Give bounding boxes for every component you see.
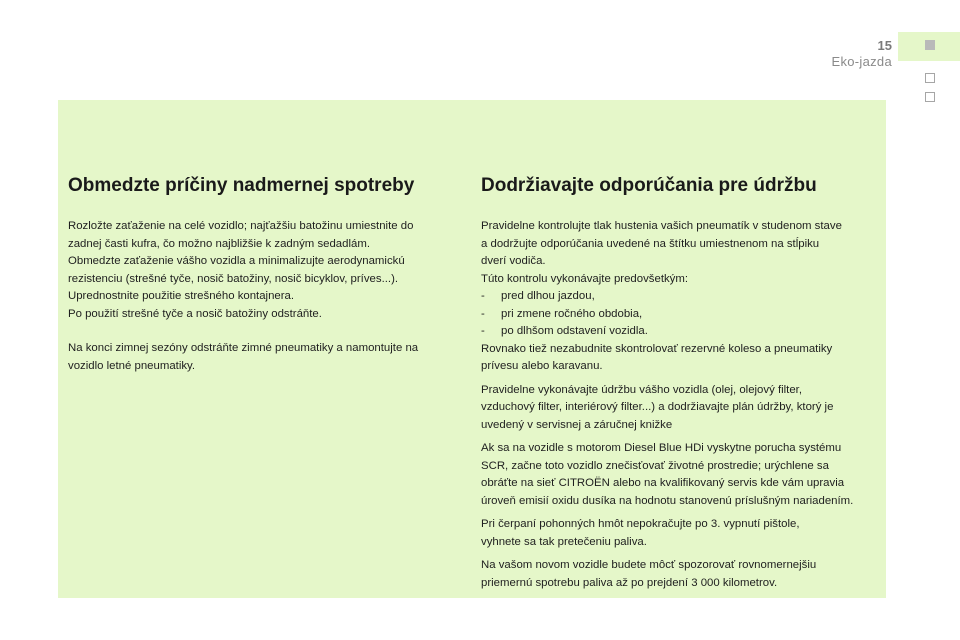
list-dash: - [481,290,485,302]
list-item [481,323,881,341]
text-line: priemernú spotrebu paliva až po prejdení 3 000 kilometrov. [481,576,778,589]
paragraph-scr [481,440,881,510]
text-line: Túto kontrolu vykonávajte predovšetkým: [481,272,689,285]
text-line: Pri čerpaní pohonných hmôt nepokračujte po 3. vypnutí pištole, [481,518,800,530]
text-line: Po použití strešné tyče a nosič batožiny odstráňte. [68,307,322,320]
text-line: Uprednostnite použitie strešného kontajnera. [68,290,295,302]
text-line: zadnej časti kufra, čo možno najbližšie k zadným sedadlám. [68,237,370,250]
text-line: vyhnete sa tak pretečeniu paliva. [481,535,647,548]
text-line: vozidlo letné pneumatiky. [68,359,196,372]
text-line: vzduchový filter, interiérový filter...) a dodržiavajte plán údržby, ktorý je [481,401,834,413]
nav-square [925,73,935,83]
paragraph-refuel [481,516,881,551]
text-line: SCR, začne toto vozidlo znečisťovať životné prostredie; urýchlene sa [481,459,829,472]
nav-square [925,92,935,102]
paragraph-service [481,382,881,435]
text-line: Ak sa na vozidle s motorom Diesel Blue HDi vyskytne porucha systému [481,442,842,454]
paragraph-tyres [481,218,881,376]
text-line: Pravidelne kontrolujte tlak hustenia vašich pneumatík v studenom stave [481,220,842,232]
list-item [481,306,881,324]
text-line: Na konci zimnej sezóny odstráňte zimné pneumatiky a namontujte na [68,342,419,354]
paragraph [68,340,458,375]
list-item-text: pri zmene ročného obdobia, [501,307,643,320]
text-line: úroveň emisií oxidu dusíka na hodnotu stanovenú príslušným nariadením. [481,494,854,507]
list-item-text: po dlhšom odstavení vozidla. [501,325,648,337]
text-line: rezistenciu (strešné tyče, nosič batožiny, nosič bicyklov, príves...). [68,272,399,285]
text-line: uvedený v servisnej a záručnej knižke [481,418,673,431]
text-line: Obmedzte zaťaženie vášho vozidla a minimalizujte aerodynamickú [68,255,405,267]
text-line: prívesu alebo karavanu. [481,360,603,372]
list-dash: - [481,307,485,320]
list-item [481,288,881,306]
right-body [481,218,881,592]
chapter-title: Eko-jazda [831,54,892,69]
text-line: Pravidelne vykonávajte údržbu vášho vozidla (olej, olejový filter, [481,383,803,396]
text-line: Rozložte zaťaženie na celé vozidlo; najťažšiu batožinu umiestnite do [68,220,414,232]
list-item-text: pred dlhou jazdou, [501,290,595,302]
list-dash: - [481,325,485,337]
content-panel [58,100,886,598]
paragraph-consumption [481,557,881,592]
text-line: obráťte na sieť CITROËN alebo na kvalifikovaný servis kde vám upravia [481,477,845,489]
nav-square-current [925,40,935,50]
section-heading-consumption: Obmedzte príčiny nadmernej spotreby [68,175,415,196]
text-line: Rovnako tiež nezabudnite skontrolovať rezervné koleso a pneumatiky [481,342,833,355]
section-heading-maintenance: Dodržiavajte odporúčania pre údržbu [481,175,817,196]
text-line: a dodržujte odporúčania uvedené na štítku umiestnenom na stĺpiku [481,237,820,250]
left-body [68,218,458,375]
text-line: dverí vodiča. [481,255,546,267]
paragraph [68,218,458,323]
text-line: Na vašom novom vozidle budete môcť spozorovať rovnomernejšiu [481,559,817,571]
page-number: 15 [877,38,892,53]
